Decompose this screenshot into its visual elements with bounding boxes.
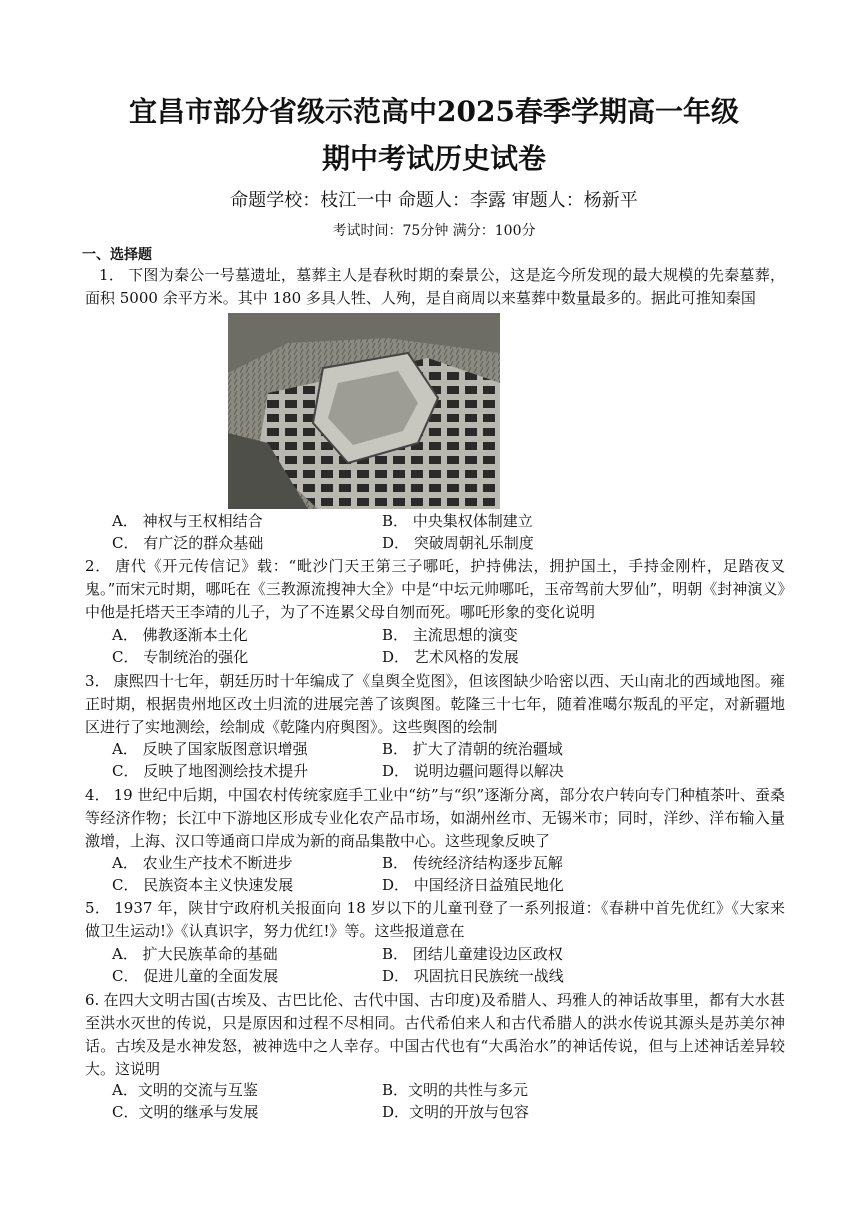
option-b[interactable]: B． 扩大了清朝的统治疆域 — [382, 740, 563, 758]
option-c[interactable]: C．文明的继承与发展 — [112, 1103, 259, 1121]
option-d[interactable]: D． 巩固抗日民族统一战线 — [382, 967, 564, 985]
option-a[interactable]: A． 扩大民族革命的基础 — [112, 945, 278, 963]
option-d[interactable]: D． 突破周朝礼乐制度 — [382, 534, 534, 552]
question-stem: 1937 年，陕甘宁政府机关报面向 18 岁以下的儿童刊登了一系列报道：《春耕中首先优红》《大家来做卫生运动!》《认真识字，努力优红!》等。这些报道意在 — [85, 899, 786, 940]
question-1-options — [112, 510, 762, 554]
question-stem: 康熙四十七年，朝廷历时十年编成了《皇舆全览图》，但该图缺少哈密以西、天山南北的西域地图。雍正时期，根据贵州地区改土归流的进展完善了该舆图。乾隆三十七年，随着准噶尔叛乱的平定，对新疆地区进行了实地测绘，绘制成《乾隆内府舆图》。这些舆图的绘制 — [85, 672, 785, 736]
question-3 — [85, 670, 785, 739]
option-b[interactable]: B． 主流思想的演变 — [382, 626, 518, 644]
section-heading: 一、选择题 — [82, 247, 152, 263]
option-a[interactable]: A． 反映了国家版图意识增强 — [112, 740, 308, 758]
exam-title-line2: 期中考试历史试卷 — [321, 142, 546, 175]
option-d[interactable]: D．文明的开放与包容 — [382, 1103, 530, 1121]
question-number: 6. — [85, 991, 100, 1009]
option-c[interactable]: C． 反映了地图测绘技术提升 — [112, 762, 309, 780]
option-b[interactable]: B．文明的共性与多元 — [382, 1081, 529, 1099]
exam-authors: 命题学校：枝江一中 命题人：李露 审题人：杨新平 — [230, 190, 638, 211]
question-stem: 19 世纪中后期，中国农村传统家庭手工业中“纺”与“织”逐渐分离，部分农户转向专门种植茶叶、蚕桑等经济作物；长江中下游地区形成专业化农产品市场，如湖州丝市、无锡米市；同时，洋纱、洋布输入量激增，上海、汉口等通商口岸成为新的商品集散中心。这些现象反映了 — [85, 786, 785, 850]
question-4-options — [112, 852, 762, 896]
question-2 — [85, 555, 785, 624]
option-a[interactable]: A． 农业生产技术不断进步 — [112, 854, 293, 872]
option-d[interactable]: D． 艺术风格的发展 — [382, 648, 519, 666]
question-number: 2． — [85, 557, 112, 575]
question-number: 1． — [99, 266, 125, 284]
exam-title-line1: 宜昌市部分省级示范高中2025春季学期高一年级 — [129, 95, 739, 128]
question-3-options — [112, 738, 762, 782]
question-stem: 下图为秦公一号墓遗址，墓葬主人是春秋时期的秦景公，这是迄今所发现的最大规模的先秦墓葬，面积 5000 余平方米。其中 180 多具人牲、人殉，是自商周以来墓葬中数量最多的。据此可推知秦国 — [85, 266, 785, 307]
option-b[interactable]: B． 传统经济结构逐步瓦解 — [382, 854, 563, 872]
option-d[interactable]: D． 中国经济日益殖民地化 — [382, 876, 564, 894]
question-number: 5． — [85, 899, 111, 917]
option-d[interactable]: D． 说明边疆问题得以解决 — [382, 762, 564, 780]
exam-info: 考试时间：75分钟 满分：100分 — [332, 223, 536, 239]
option-c[interactable]: C． 专制统治的强化 — [112, 648, 249, 666]
question-5 — [85, 897, 785, 943]
option-a[interactable]: A． 神权与王权相结合 — [112, 512, 263, 530]
option-a[interactable]: A． 佛教逐渐本土化 — [112, 626, 248, 644]
question-4 — [85, 784, 785, 853]
question-2-options — [112, 624, 762, 668]
question-6 — [85, 989, 785, 1081]
question-number: 4． — [85, 786, 110, 804]
tomb-site-photo — [228, 313, 500, 509]
option-a[interactable]: A．文明的交流与互鉴 — [112, 1081, 258, 1099]
option-c[interactable]: C． 有广泛的群众基础 — [112, 534, 264, 552]
question-1 — [85, 264, 785, 310]
question-6-options — [112, 1079, 762, 1123]
question-stem: 唐代《开元传信记》载：“毗沙门天王第三子哪吒，护持佛法，拥护国土，手持金刚杵，足踏夜叉鬼。”而宋元时期，哪吒在《三教源流搜神大全》中是“中坛元帅哪吒，玉帝驾前大罗仙”，明朝《封神演义》中他是托塔天王李靖的儿子，为了不连累父母自刎而死。哪吒形象的变化说明 — [85, 557, 785, 621]
question-5-options — [112, 943, 762, 987]
option-c[interactable]: C． 民族资本主义快速发展 — [112, 876, 294, 894]
option-b[interactable]: B． 中央集权体制建立 — [382, 512, 533, 530]
option-c[interactable]: C． 促进儿童的全面发展 — [112, 967, 279, 985]
option-b[interactable]: B． 团结儿童建设边区政权 — [382, 945, 563, 963]
question-number: 3． — [85, 672, 110, 690]
question-stem: 在四大文明古国(古埃及、古巴比伦、古代中国、古印度)及希腊人、玛雅人的神话故事里，都有大水甚至洪水灭世的传说，只是原因和过程不尽相同。古代希伯来人和古代希腊人的洪水传说其源头是苏美尔神话。古埃及是水神发怒，被神选中之人幸存。中国古代也有“大禹治水”的神话传说，但与上述神话差异较大。这说明 — [85, 991, 785, 1078]
